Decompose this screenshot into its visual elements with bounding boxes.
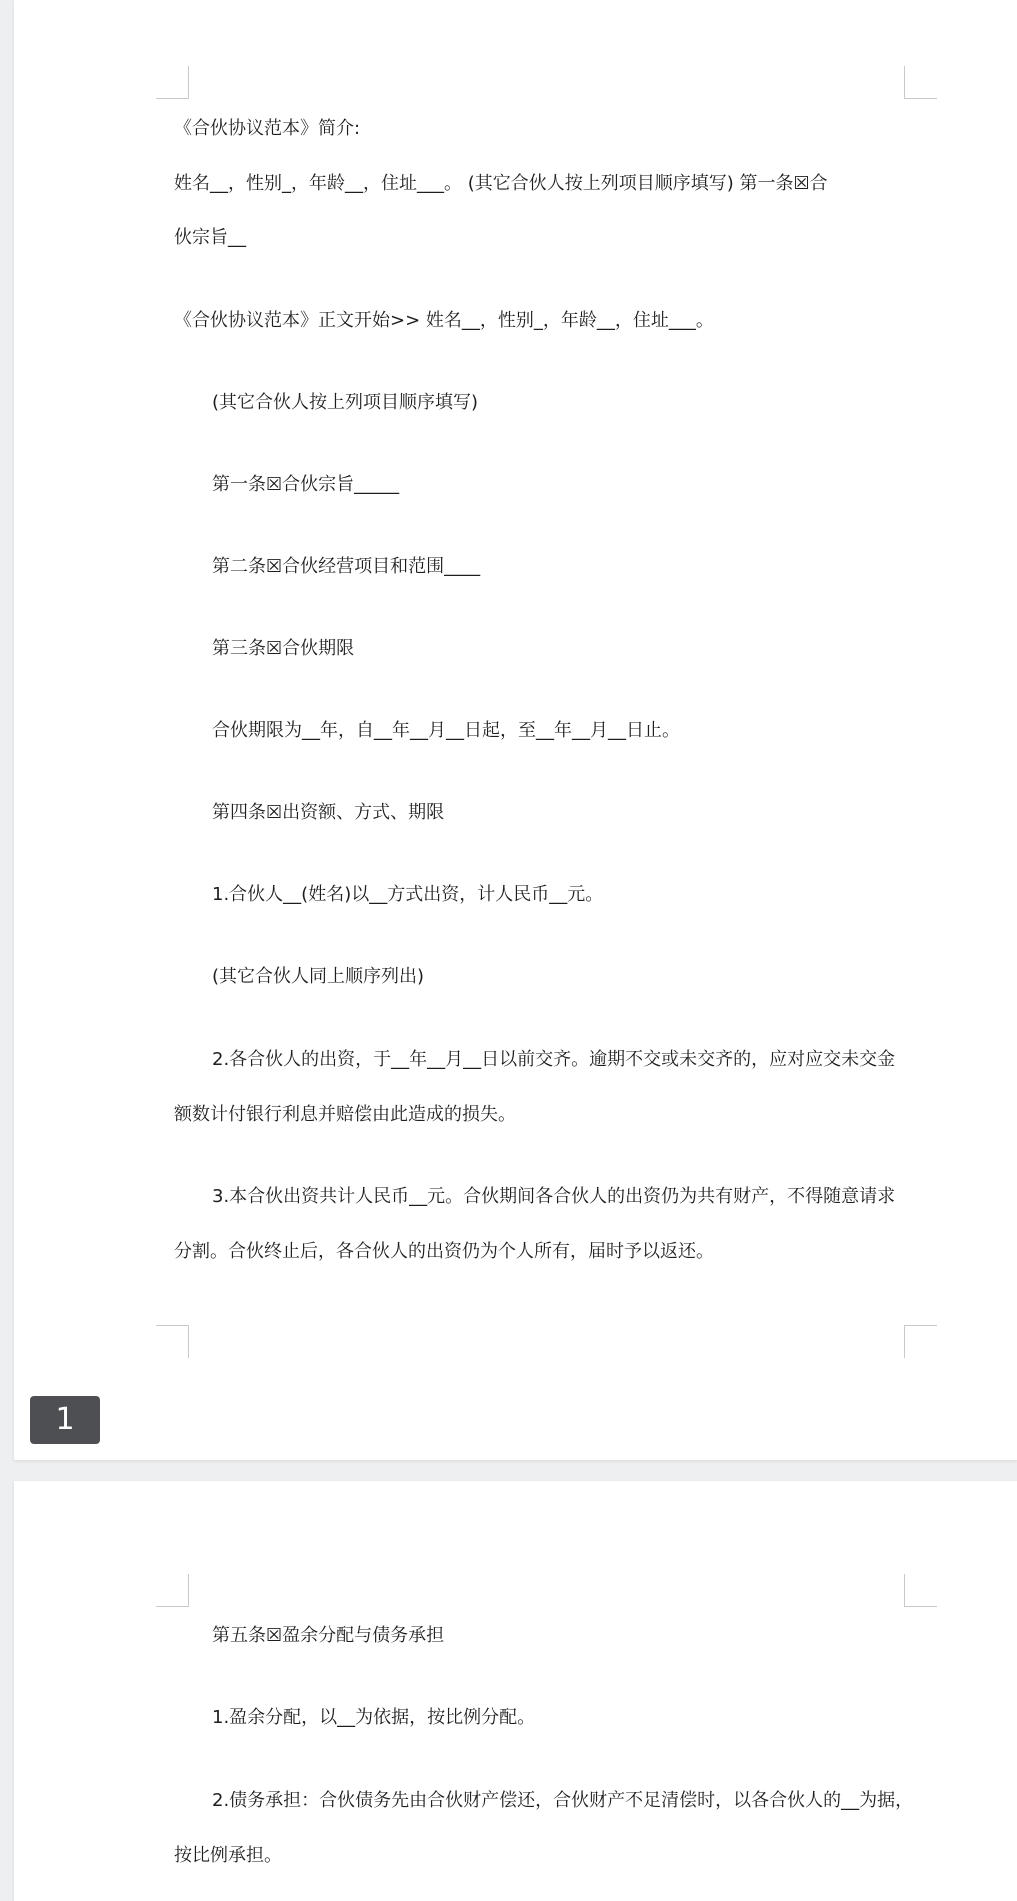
margin-corner-mark [156,1325,189,1358]
text-line: 2.债务承担：合伙债务先由合伙财产偿还，合伙财产不足清偿时，以各合伙人的__为据， [212,1790,914,1811]
text-line: (其它合伙人按上列项目顺序填写) [212,392,479,413]
margin-corner-mark [156,1574,189,1607]
document-page-1 [14,0,1017,1460]
text-line: 额数计付银行利息并赔偿由此造成的损失。 [174,1104,516,1125]
margin-corner-mark [156,66,189,99]
page-number-badge: 1 [30,1396,100,1444]
intro-heading: 《合伙协议范本》简介: [174,118,361,139]
article-heading: 第三条☒合伙期限 [212,638,355,659]
article-heading: 第一条☒合伙宗旨_____ [212,474,400,495]
margin-corner-mark [904,66,937,99]
text-line: 1.合伙人__(姓名)以__方式出资，计人民币__元。 [212,884,604,905]
text-line: 分割。合伙终止后，各合伙人的出资仍为个人所有，届时予以返还。 [174,1241,714,1262]
text-line: (其它合伙人同上顺序列出) [212,966,425,987]
text-line: 伙宗旨__ [174,227,246,248]
text-line: 3.本合伙出资共计人民币__元。合伙期间各合伙人的出资仍为共有财产，不得随意请求 [212,1186,896,1207]
text-line: 按比例承担。 [174,1845,282,1866]
document-page-2 [14,1481,1017,1901]
text-line: 1.盈余分配，以__为依据，按比例分配。 [212,1707,536,1728]
article-heading: 第四条☒出资额、方式、期限 [212,802,445,823]
article-heading: 第五条☒盈余分配与债务承担 [212,1625,445,1646]
margin-corner-mark [904,1325,937,1358]
article-heading: 第二条☒合伙经营项目和范围____ [212,556,481,577]
text-line: 合伙期限为__年，自__年__月__日起，至__年__月__日止。 [212,720,680,741]
margin-corner-mark [904,1574,937,1607]
text-line: 2.各合伙人的出资，于__年__月__日以前交齐。逾期不交或未交齐的，应对应交未交金 [212,1049,896,1070]
text-line: 姓名__，性别_，年龄__，住址___。 (其它合伙人按上列项目顺序填写) 第一条☒合 [174,173,828,194]
text-line: 《合伙协议范本》正文开始>> 姓名__，性别_，年龄__，住址___。 [174,310,714,331]
